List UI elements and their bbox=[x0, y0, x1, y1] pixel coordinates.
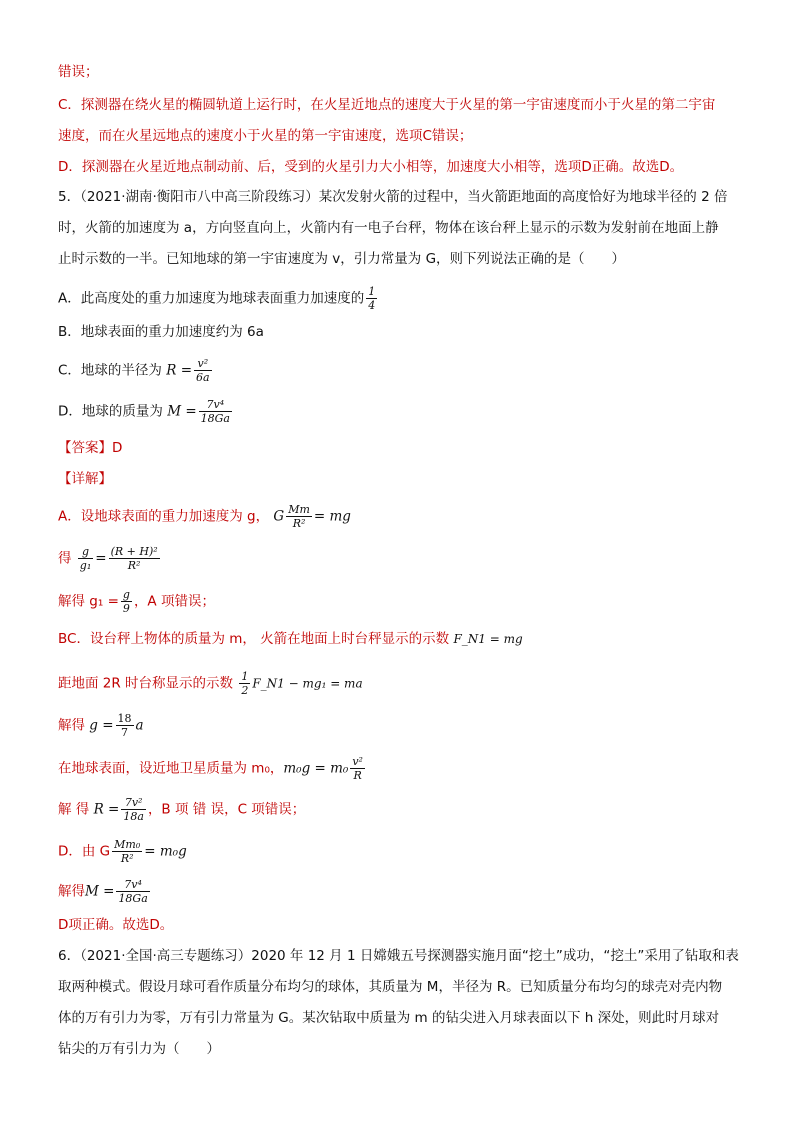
detail-label: 【详解】 bbox=[58, 471, 112, 487]
solution-d-line: D项正确。故选D。 bbox=[58, 917, 174, 933]
solution-a-line: A．设地球表面的重力加速度为 g， G $\frac{Mm}{\text{R²}}$ = mg bbox=[58, 503, 351, 530]
solution-bc-line: 解 得 R = $\frac{\text{7v²}}{18a}$ ，B 项 错 误，C 项错误； bbox=[58, 796, 306, 823]
text-line: C．探测器在绕火星的椭圆轨道上运行时，在火星近地点的速度大于火星的第一宇宙速度而小于火星的第二宇宙 bbox=[58, 97, 716, 113]
text-line: 错误； bbox=[58, 64, 99, 80]
solution-bc-line: 解得 g = $\frac{18}{7}$ a bbox=[58, 712, 144, 739]
fraction: $\frac{1}{2}$ bbox=[241, 670, 249, 697]
text-line: 速度，而在火星远地点的速度小于火星的第一宇宙速度，选项C错误； bbox=[58, 128, 473, 144]
solution-d-line: 解得M = $\frac{\text{7v⁴}}{18Ga}$ bbox=[58, 878, 148, 905]
solution-a-line: 得 $\frac{g}{\text{g₁}}$ = $\frac{\text{(R + H)²}}{\text{R²}}$ bbox=[58, 545, 158, 572]
fraction: $\frac{\text{Mm₀}}{\text{R²}}$ bbox=[114, 838, 141, 865]
text-line: D．探测器在火星近地点制动前、后，受到的火星引力大小相等，加速度大小相等，选项D正确。故选D。 bbox=[58, 159, 684, 175]
fraction: $\frac{g}{\text{g₁}}$ bbox=[79, 545, 92, 572]
option-d-text: D．地球的质量为 bbox=[58, 403, 163, 420]
fraction: $\frac{1}{4}$ bbox=[368, 285, 376, 312]
solution-bc-line: 在地球表面，设近地卫星质量为 m₀，m₀g = m₀ $\frac{\text{v²}}{R}$ bbox=[58, 755, 363, 782]
fraction: $\frac{Mm}{\text{R²}}$ bbox=[288, 503, 310, 530]
formula: m₀g = m₀ bbox=[283, 760, 349, 777]
fraction: $\frac{\text{v²}}{6a}$ bbox=[196, 357, 210, 384]
fraction: $\frac{\text{7v²}}{18a}$ bbox=[123, 796, 144, 823]
formula: F_N1 = mg bbox=[453, 632, 523, 646]
solution-a-line: 解得 g₁ = $\frac{g}{9}$ ，A 项错误； bbox=[58, 588, 215, 615]
formula: M = bbox=[167, 403, 197, 420]
fraction: $\frac{\text{v²}}{R}$ bbox=[352, 755, 363, 782]
option-b: B．地球表面的重力加速度约为 6a bbox=[58, 324, 264, 340]
option-c bbox=[58, 357, 214, 384]
formula: R = bbox=[166, 362, 193, 379]
question-6-line: 钻尖的万有引力为（ ） bbox=[58, 1041, 220, 1057]
question-6-line: 6．（2021·全国·高三专题练习）2020 年 12 月 1 日嫦娥五号探测器实施月面“挖土”成功，“挖土”采用了钻取和表 bbox=[58, 948, 739, 964]
option-c-text: C．地球的半径为 bbox=[58, 362, 162, 379]
answer-line bbox=[58, 438, 122, 458]
question-5-line: 时，火箭的加速度为 a，方向竖直向上，火箭内有一电子台秤，物体在该台秤上显示的示数为发射前在地面上静 bbox=[58, 220, 719, 236]
question-5-line: 止时示数的一半。已知地球的第一宇宙速度为 v，引力常量为 G，则下列说法正确的是（ ） bbox=[58, 251, 626, 267]
formula: F_N1 − mg₁ = ma bbox=[252, 676, 363, 691]
solution-bc-line: BC．设台秤上物体的质量为 m， 火箭在地面上时台秤显示的示数 F_N1 = mg bbox=[58, 631, 523, 647]
fraction: $\frac{\text{7v⁴}}{18Ga}$ bbox=[118, 878, 148, 905]
fraction: $\frac{18}{7}$ bbox=[117, 712, 132, 739]
fraction: $\frac{\text{(R + H)²}}{\text{R²}}$ bbox=[110, 545, 158, 572]
question-6-line: 体的万有引力为零，万有引力常量为 G。某次钻取中质量为 m 的钻尖进入月球表面以下 h 深处，则此时月球对 bbox=[58, 1010, 720, 1026]
question-5-line: 5．（2021·湖南·衡阳市八中高三阶段练习）某次发射火箭的过程中，当火箭距地面的高度恰好为地球半径的 2 倍 bbox=[58, 189, 728, 205]
answer-value: D bbox=[112, 440, 123, 456]
fraction: $\frac{g}{9}$ bbox=[122, 588, 130, 615]
solution-bc-line: 距地面 2R 时台称显示的示数 $\frac{1}{2}$ F_N1 − mg₁ = ma bbox=[58, 670, 363, 697]
option-a bbox=[58, 285, 379, 312]
fraction: $\frac{\text{7v⁴}}{18Ga}$ bbox=[200, 398, 230, 425]
option-d bbox=[58, 398, 234, 425]
option-a-text: A．此高度处的重力加速度为地球表面重力加速度的 bbox=[58, 290, 365, 307]
question-6-line: 取两种模式。假设月球可看作质量分布均匀的球体，其质量为 M，半径为 R。已知质量分布均匀的球壳对壳内物 bbox=[58, 979, 723, 995]
answer-label: 【答案】 bbox=[58, 440, 112, 456]
solution-d-line: D．由 G $\frac{\text{Mm₀}}{\text{R²}}$ = m₀g bbox=[58, 838, 187, 865]
